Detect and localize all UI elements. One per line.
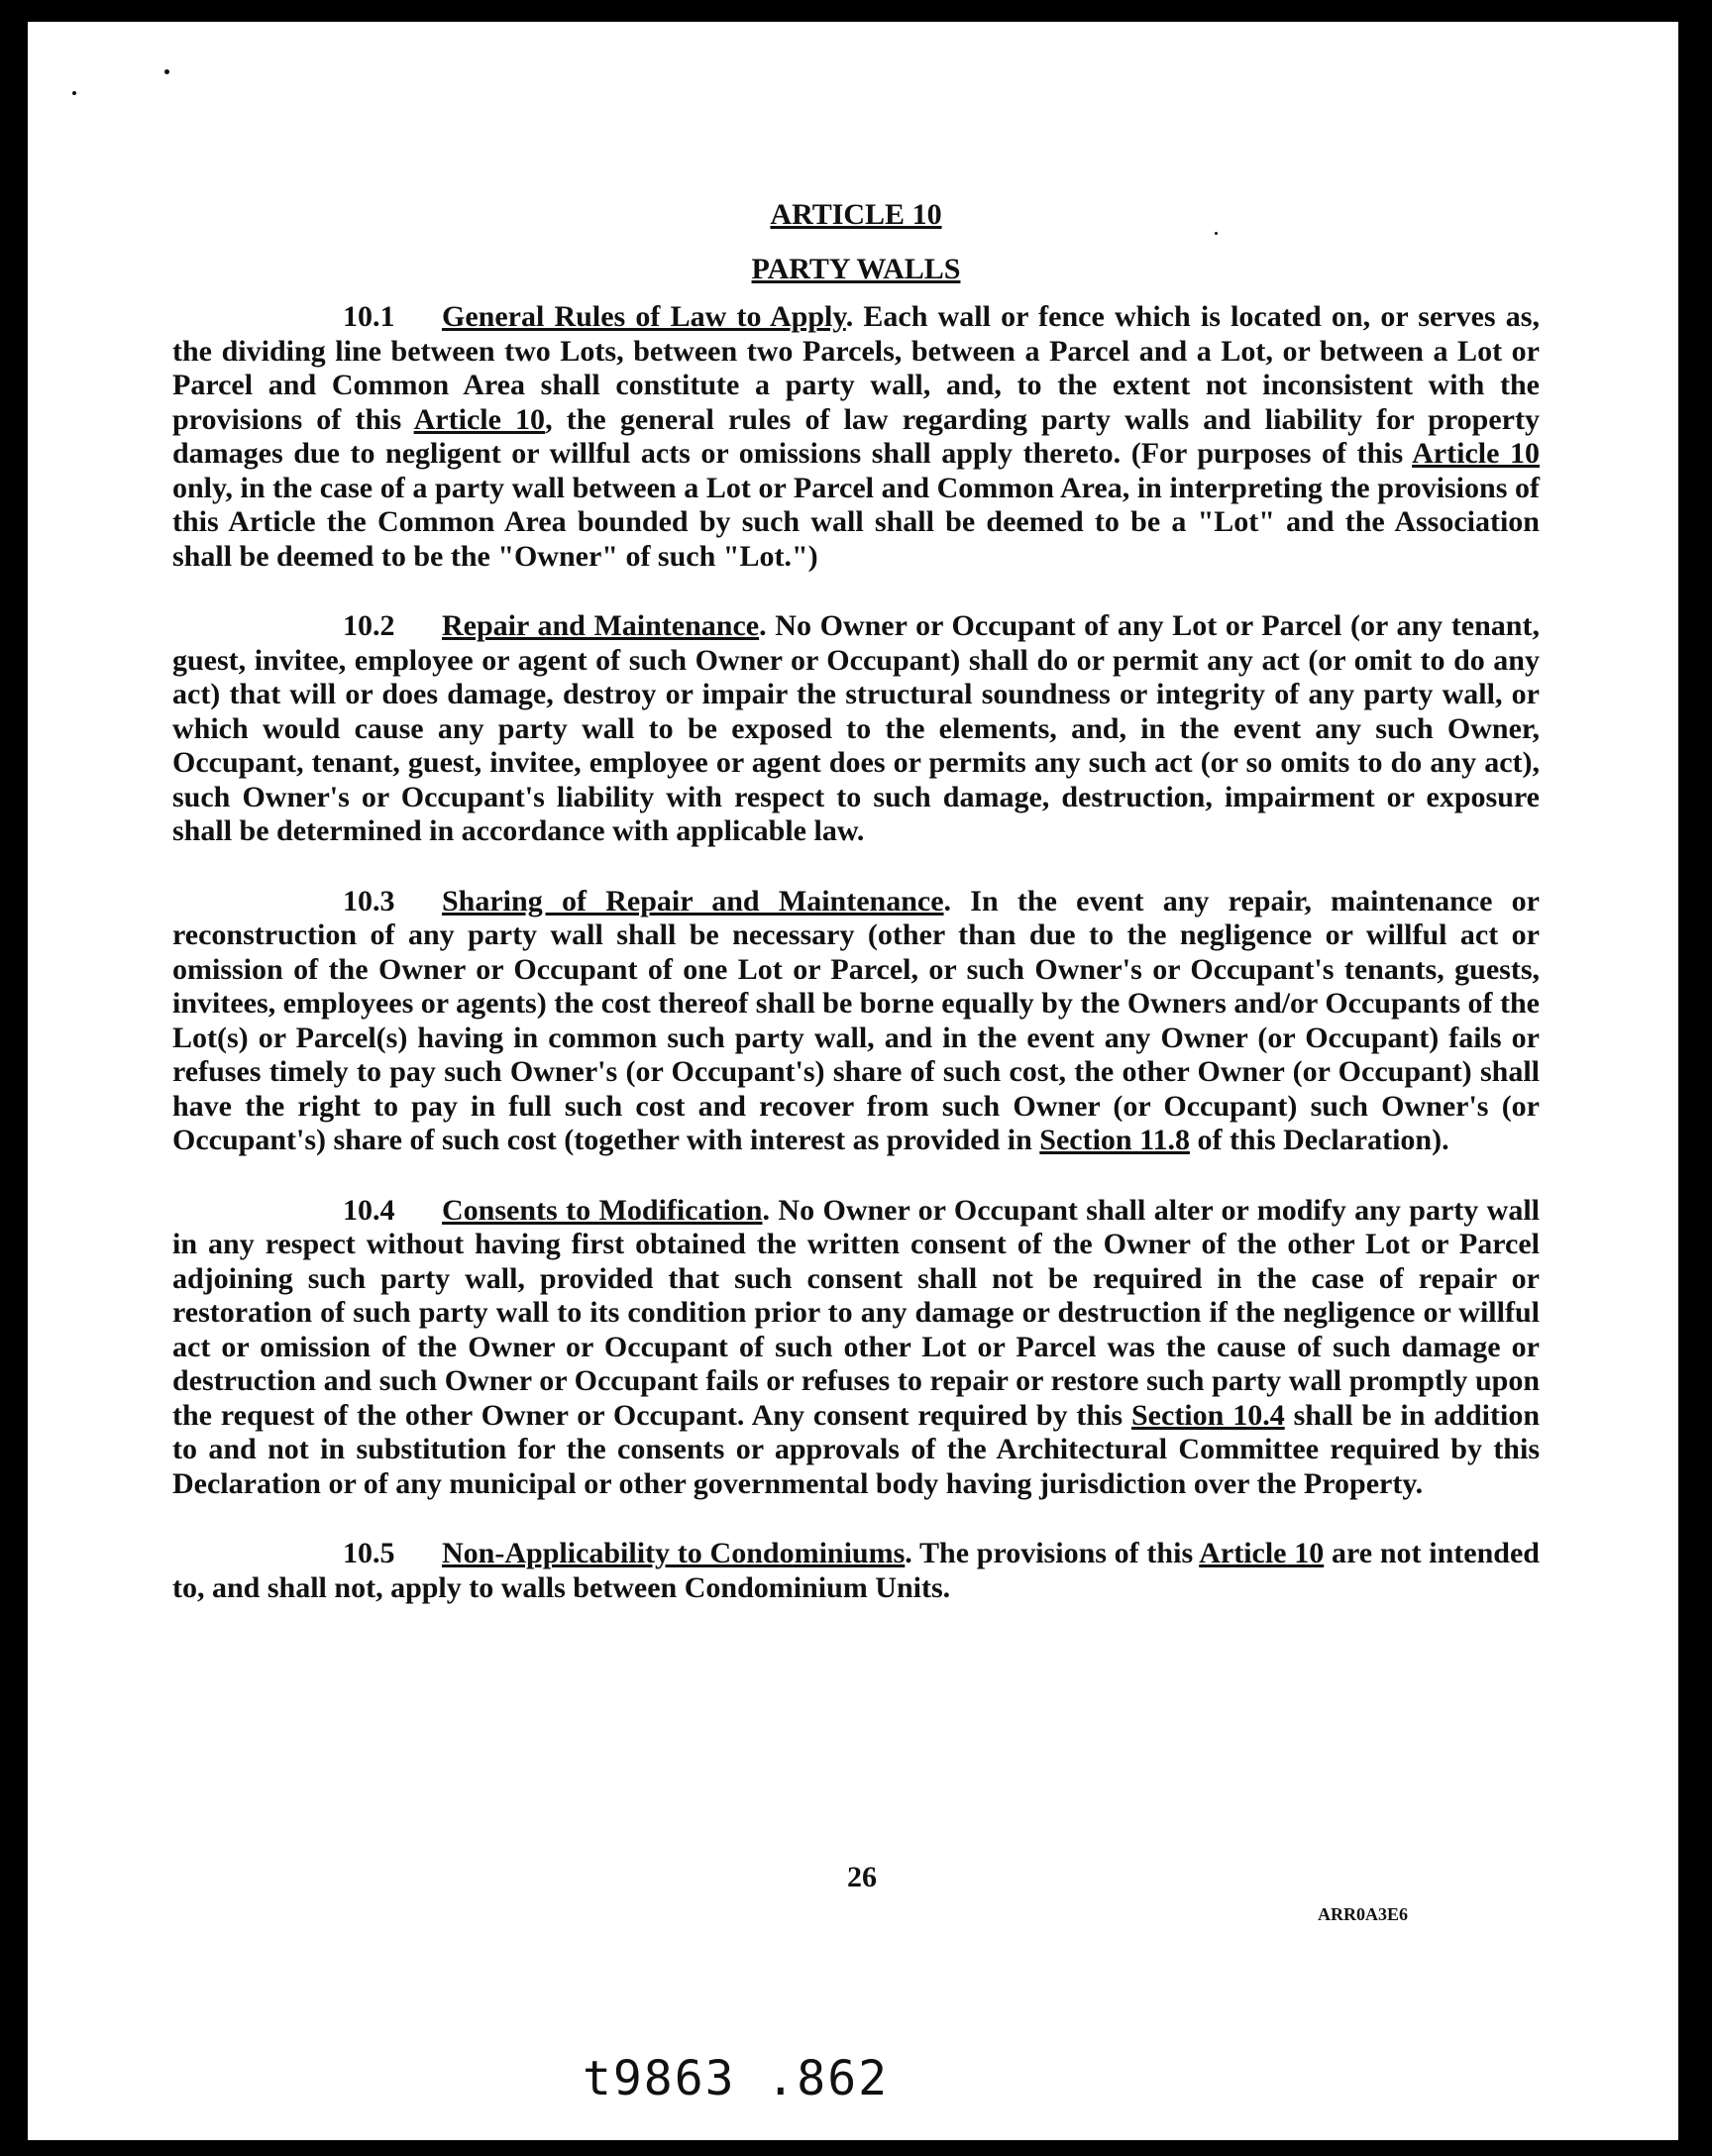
section-number: 10.2 bbox=[343, 609, 395, 642]
cross-reference: Section 10.4 bbox=[1131, 1398, 1285, 1432]
cross-reference: Section 11.8 bbox=[1039, 1124, 1190, 1156]
section-number: 10.1 bbox=[343, 300, 395, 333]
bates-stamp: t9863 .862 bbox=[583, 2051, 889, 2106]
section-text: shall be in addition to and not in substitution for the consents or approvals of the Architectural Committee required by this Declaration or of any municipal or other governmental body having jurisdiction over the Property. bbox=[172, 1398, 1541, 1500]
section-text: . No Owner or Occupant of any Lot or Parcel (or any tenant, guest, invitee, employee or agent of such Owner or Occupant) shall do or permit any act (or omit to do any act) that will or does damage, destroy or impair the structural soundness or integrity of any party wall, or which would cause any party wall to be exposed to the elements, and, in the event any such Owner, Occupant, tenant, guest, invitee, employee or agent does or permits any such act (or so omits to do any act), such Owner's or Occupant's liability with respect to such damage, destruction, impairment or exposure shall be determined in accordance with applicable law. bbox=[172, 609, 1540, 847]
section-10-1 bbox=[172, 300, 1540, 574]
section-heading: Non-Applicability to Condominiums bbox=[442, 1537, 906, 1569]
scan-speck bbox=[164, 69, 169, 74]
section-text: . Each wall or fence which is located on, or serves as, the dividing line between two Lots, between two Parcels, between a Parcel and a Lot, or between a Lot or Parcel and Common Area shall constitute a party wall, and, to the extent not inconsistent with the provisions of this bbox=[172, 300, 1540, 436]
section-number: 10.5 bbox=[343, 1537, 395, 1569]
section-10-5 bbox=[172, 1537, 1540, 1605]
section-10-3 bbox=[172, 885, 1540, 1158]
section-text: only, in the case of a party wall between a Lot or Parcel and Common Area, in interpreting the provisions of this Article the Common Area bounded by such wall shall be deemed to be a "Lot" and the Association shall be deemed to be the "Owner" of such "Lot.") bbox=[172, 471, 1540, 573]
cross-reference: Article 10 bbox=[413, 402, 546, 436]
section-text: . The provisions of this bbox=[905, 1537, 1200, 1569]
document-body bbox=[172, 198, 1540, 1641]
section-number: 10.4 bbox=[343, 1193, 395, 1227]
scan-speck bbox=[72, 91, 76, 95]
cross-reference: Article 10 bbox=[1199, 1537, 1325, 1569]
section-heading: General Rules of Law to Apply bbox=[442, 300, 846, 333]
article-title: ARTICLE 10 bbox=[770, 198, 942, 231]
section-10-4 bbox=[172, 1194, 1540, 1502]
article-subtitle: PARTY WALLS bbox=[751, 252, 961, 285]
section-number: 10.3 bbox=[343, 884, 395, 917]
section-text: of this Declaration). bbox=[1189, 1124, 1449, 1156]
cross-reference: Article 10 bbox=[1412, 437, 1540, 470]
section-text: are not intended to, and shall not, apply to walls between Condominium Units. bbox=[172, 1537, 1540, 1604]
section-heading: Sharing of Repair and Maintenance bbox=[442, 884, 944, 917]
section-heading: Consents to Modification bbox=[442, 1193, 763, 1227]
section-text: . In the event any repair, maintenance or reconstruction of any party wall shall be necessary (other than due to the negligence or willful act or omission of the Owner or Occupant of one Lot or Parcel, or such Owner's or Occupant's tenants, guests, invitees, employees or agents) the cost thereof shall be borne equally by the Owners and/or Occupants of the Lot(s) or Parcel(s) having in common such party wall, and in the event any Owner (or Occupant) fails or refuses timely to pay such Owner's (or Occupant's) share of such cost, the other Owner (or Occupant) shall have the right to pay in full such cost and recover from such Owner (or Occupant) such Owner's (or Occupant's) share of such cost (together with interest as provided in bbox=[172, 884, 1541, 1156]
document-code: ARR0A3E6 bbox=[1318, 1904, 1409, 1924]
scan-left-edge bbox=[0, 0, 28, 2156]
section-10-2 bbox=[172, 609, 1540, 849]
section-heading: Repair and Maintenance bbox=[442, 609, 760, 642]
section-text: . No Owner or Occupant shall alter or modify any party wall in any respect without having first obtained the written consent of the Owner of the other Lot or Parcel adjoining such party wall, provided that such consent shall not be required in the case of repair or restoration of such party wall to its condition prior to any damage or destruction if the negligence or willful act or omission of the Owner or Occupant of such other Lot or Parcel was the cause of such damage or destruction and such Owner or Occupant fails or refuses to repair or restore such party wall promptly upon the request of the other Owner or Occupant. Any consent required by this bbox=[172, 1193, 1540, 1432]
page-number: 26 bbox=[847, 1861, 877, 1893]
section-text: , the general rules of law regarding party walls and liability for property damages due to negligent or willful acts or omissions shall apply thereto. (For purposes of this bbox=[172, 402, 1540, 470]
